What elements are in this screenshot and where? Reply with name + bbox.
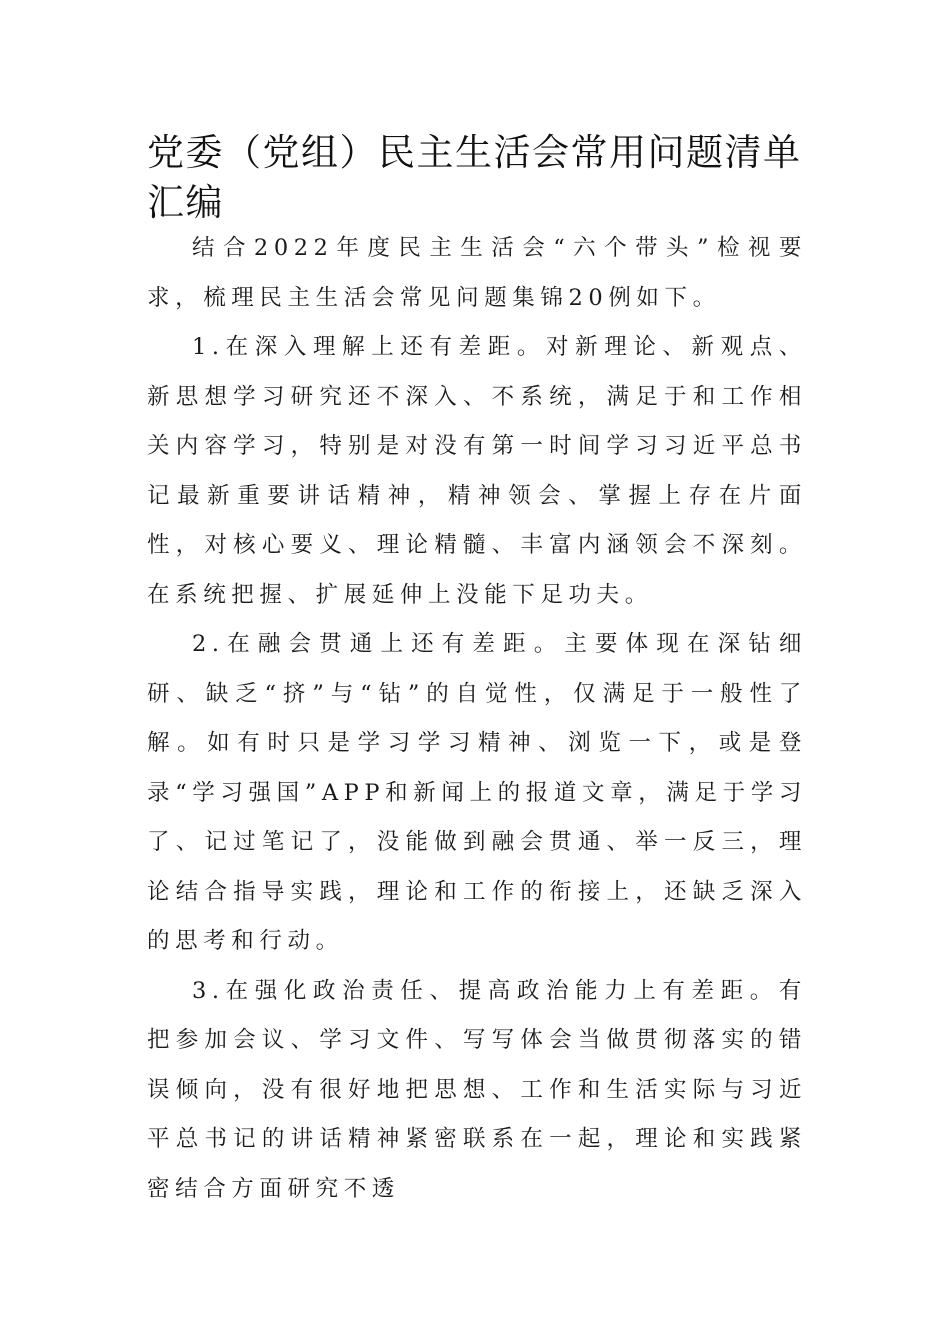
item-3-paragraph: 3.在强化政治责任、提高政治能力上有差距。有把参加会议、学习文件、写写体会当做贯彻落实的错误倾向，没有很好地把思想、工作和生活实际与习近平总书记的讲话精神紧密联系在一起，理论和实践紧密结合方面研究不透 (147, 977, 807, 1202)
document-body (147, 224, 807, 1214)
document-title: 党委（党组）民主生活会常用问题清单汇编 (147, 131, 802, 224)
item-1-paragraph: 1.在深入理解上还有差距。对新理论、新观点、新思想学习研究还不深入、不系统，满足于和工作相关内容学习，特别是对没有第一时间学习习近平总书记最新重要讲话精神，精神领会、掌握上存在片面性，对核心要义、理论精髓、丰富内涵领会不深刻。在系统把握、扩展延伸上没能下足功夫。 (147, 334, 807, 608)
item-2-paragraph: 2.在融会贯通上还有差距。主要体现在深钻细研、缺乏“挤”与“钻”的自觉性，仅满足于一般性了解。如有时只是学习学习精神、浏览一下，或是登录“学习强国”APP和新闻上的报道文章，满足于学习了、记过笔记了，没能做到融会贯通、举一反三，理论结合指导实践，理论和工作的衔接上，还缺乏深入的思考和行动。 (147, 631, 807, 954)
intro-paragraph: 结合2022年度民主生活会“六个带头”检视要求，梳理民主生活会常见问题集锦20例如下。 (147, 235, 807, 311)
